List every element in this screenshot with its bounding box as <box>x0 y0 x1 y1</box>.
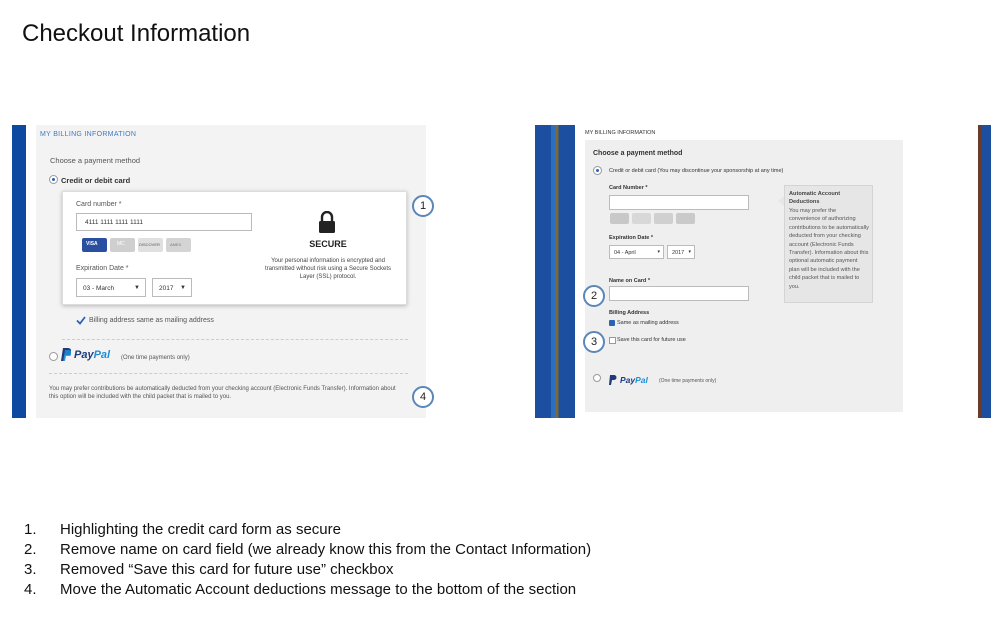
secure-description: Your personal information is encrypted and transmitted without risk using a Secure Sockets Layer (SSL) protocol. <box>264 258 392 280</box>
right-billing-header: MY BILLING INFORMATION <box>585 130 656 136</box>
right-name-on-card-input[interactable] <box>609 286 749 301</box>
right-decorative-stripe <box>551 125 575 418</box>
chevron-down-icon: ▼ <box>180 285 186 291</box>
left-side-bar <box>12 125 26 418</box>
left-credit-option-label: Credit or debit card <box>61 176 131 185</box>
left-card-number-input[interactable]: 4111 1111 1111 1111 <box>76 213 252 231</box>
list-item: 2. Remove name on card field (we already know this from the Contact Information) <box>24 541 592 558</box>
change-notes-list <box>24 521 591 601</box>
discover-card-icon: DISCOVER <box>138 238 163 252</box>
amex-card-icon: AMEX <box>166 238 191 252</box>
right-save-card-label: Save this card for future use <box>617 337 686 343</box>
secure-title: SECURE <box>309 239 347 249</box>
page-title: Checkout Information <box>22 20 251 47</box>
left-billing-same-label: Billing address same as mailing address <box>89 317 214 324</box>
left-year-select[interactable]: 2017 ▼ <box>152 278 192 297</box>
discover-card-icon <box>654 213 673 224</box>
mastercard-icon: MC <box>110 238 135 252</box>
visa-card-icon <box>610 213 629 224</box>
tooltip-title: Automatic Account Deductions <box>789 191 841 206</box>
list-item: 4. Move the Automatic Account deductions message to the bottom of the section <box>24 581 577 598</box>
right-edge-bar <box>978 125 991 418</box>
left-month-select[interactable]: 03 - March ▼ <box>76 278 146 297</box>
mastercard-icon <box>632 213 651 224</box>
tooltip-text: You may prefer the convenience of authorizing contributions to be automatically deducted from your checking account (Electronic Funds Transfer). Information about this optional automatic payment plan will be included with the child packet that is mailed to you. <box>789 208 869 290</box>
left-credit-radio[interactable] <box>49 175 58 184</box>
lock-icon <box>318 211 336 233</box>
left-billing-header: MY BILLING INFORMATION <box>40 131 137 138</box>
left-card-number-label: Card number * <box>76 201 122 208</box>
annotation-badge-1: 1 <box>412 195 434 217</box>
left-paypal-note: (One time payments only) <box>121 355 190 361</box>
left-footer-eft-text: You may prefer contributions be automatically deducted from your checking account (Electronic Funds Transfer). Information about this option will be included with the child packet that is mailed to you. <box>49 386 396 400</box>
right-credit-option: Credit or debit card (You may discontinue your sponsorship at any time) <box>609 168 784 174</box>
right-expiration-label: Expiration Date * <box>609 235 654 241</box>
right-paypal-logo: PayPal <box>620 375 648 385</box>
right-month-select[interactable]: 04 - April ▾ <box>609 245 664 259</box>
annotation-badge-4: 4 <box>412 386 434 408</box>
right-choose-method: Choose a payment method <box>593 150 683 157</box>
right-credit-radio[interactable] <box>593 166 602 175</box>
amex-card-icon <box>676 213 695 224</box>
left-expiration-label: Expiration Date * <box>76 265 129 272</box>
left-paypal-radio[interactable] <box>49 352 58 361</box>
paypal-p-icon <box>609 375 617 385</box>
right-year-select[interactable]: 2017 ▾ <box>667 245 695 259</box>
left-paypal-logo: PayPal <box>74 349 111 361</box>
visa-card-icon: VISA <box>82 238 107 252</box>
right-paypal-note: (One time payments only) <box>659 378 717 384</box>
right-billing-address-label: Billing Address <box>609 310 650 316</box>
divider <box>49 373 408 374</box>
left-choose-method: Choose a payment method <box>50 156 141 165</box>
right-same-as-mailing-label: Same as mailing address <box>617 320 679 326</box>
right-card-number-label: Card Number * <box>609 185 648 191</box>
annotation-badge-2: 2 <box>583 285 605 307</box>
right-paypal-radio[interactable] <box>593 374 601 382</box>
same-as-mailing-checkbox[interactable] <box>609 320 615 326</box>
right-name-on-card-label: Name on Card * <box>609 278 650 284</box>
list-item: 1. Highlighting the credit card form as secure <box>24 521 341 538</box>
chevron-down-icon: ▾ <box>688 249 691 255</box>
right-card-number-input[interactable] <box>609 195 749 210</box>
divider <box>62 339 408 340</box>
list-item: 3. Removed “Save this card for future use” checkbox <box>24 561 394 578</box>
chevron-down-icon: ▾ <box>657 249 660 255</box>
paypal-p-icon <box>61 348 71 361</box>
checkmark-icon[interactable] <box>76 316 86 325</box>
chevron-down-icon: ▼ <box>134 285 140 291</box>
annotation-badge-3: 3 <box>583 331 605 353</box>
right-side-bar <box>535 125 551 418</box>
save-card-checkbox[interactable] <box>609 337 616 344</box>
